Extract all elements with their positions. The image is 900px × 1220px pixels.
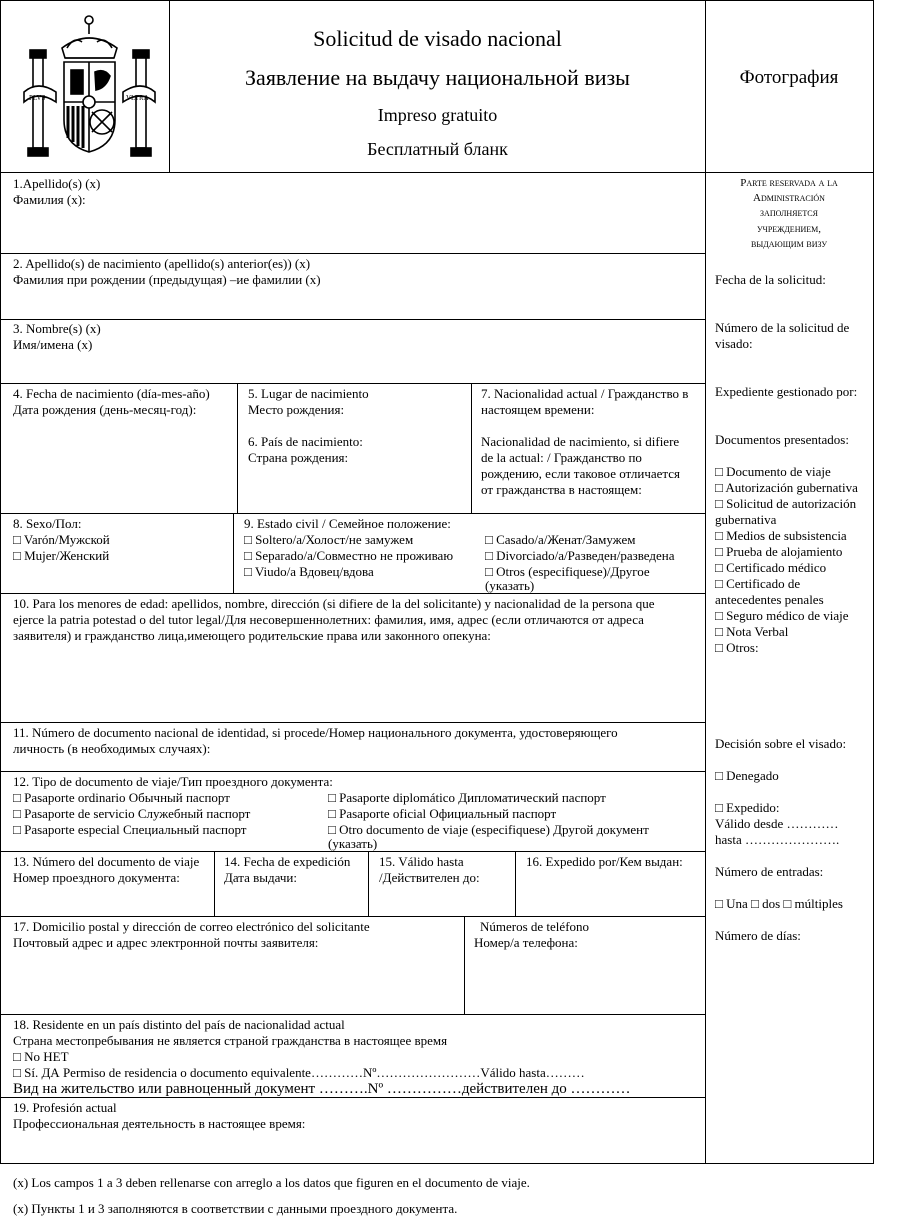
divider [0, 916, 705, 917]
sex-male-checkbox[interactable]: □ Varón/Мужской [13, 532, 110, 547]
field-7-label-ru: настоящем времени: [481, 402, 595, 417]
civil-widowed-checkbox[interactable]: □ Viudo/a Вдовец/вдова [244, 564, 374, 579]
field-13-label-ru: Номер проездного документа: [13, 870, 180, 885]
civil-married-checkbox[interactable]: □ Casado/a/Женат/Замужем [485, 532, 636, 547]
field-7b-line: от гражданства в настоящем: [481, 482, 642, 497]
admin-entries-label: Número de entradas: [715, 864, 824, 879]
field-18-label: 18. Residente en un país distinto del país de nacionalidad actual [13, 1017, 345, 1032]
form-title-ru: Заявление на выдачу национальной визы [245, 65, 630, 90]
field-19-label-ru: Профессиональная деятельность в настоящее время: [13, 1116, 306, 1131]
issued-valid-until: hasta …………………. [715, 832, 840, 847]
divider [0, 319, 705, 320]
decision-denied-checkbox[interactable]: □ Denegado [715, 768, 779, 783]
field-17-label: 17. Domicilio postal y dirección de correo electrónico del solicitante [13, 919, 370, 934]
field-10-line: ejerce la patria potestad o del tutor legal/Для несовершеннолетних: фамилия, имя, адрес (если отличаются от адреса [13, 612, 644, 627]
civil-other-checkbox[interactable]: □ Otros (especifiquese)/Другое [485, 564, 650, 579]
field-5-label-ru: Место рождения: [248, 402, 345, 417]
admin-heading-line: Administración [753, 192, 825, 204]
admin-heading-line: Parte reservada a la [740, 177, 838, 189]
divider [237, 383, 238, 513]
divider [0, 172, 874, 173]
coat-of-arms-emblem [22, 10, 157, 162]
admin-number-label: Número de la solicitud de [715, 320, 850, 335]
form-title: Solicitud de visado nacional [313, 26, 562, 51]
field-11-line: личность (в необходимых случаях): [13, 741, 211, 756]
field-18-label-ru: Страна местопребывания не является страной гражданства в настоящее время [13, 1033, 448, 1048]
divider [0, 1014, 705, 1015]
field-4-label-ru: Дата рождения (день-месяц-год): [13, 402, 197, 417]
civil-single-checkbox[interactable]: □ Soltero/a/Холост/не замужем [244, 532, 414, 547]
field-14-label-ru: Дата выдачи: [224, 870, 298, 885]
doc-travel-checkbox[interactable]: □ Documento de viaje [715, 464, 831, 479]
photo-box-label: Фотография [739, 67, 839, 88]
field-10-line: 10. Para los menores de edad: apellidos, nombre, dirección (si difiere de la del solicitante) y nacionalidad de la persona que [13, 596, 655, 611]
emblem-motto-left: PLVS [29, 94, 46, 102]
doc-gov-request-line2: gubernativa [715, 512, 777, 527]
field-4-label: 4. Fecha de nacimiento (día-mes-año) [13, 386, 210, 401]
field-7b-line: de la actual: / Гражданство по [481, 450, 642, 465]
field-9-label: 9. Estado civil / Семейное положение: [244, 516, 451, 531]
field-13-label: 13. Número del documento de viaje [13, 854, 200, 869]
emblem-motto-right: VLTRA [126, 94, 149, 102]
issued-valid-from: Válido desde ………… [715, 816, 839, 831]
divider [515, 851, 516, 916]
doc-insurance-checkbox[interactable]: □ Seguro médico de viaje [715, 608, 849, 623]
doc-gov-request-checkbox[interactable]: □ Solicitud de autorización [715, 496, 857, 511]
admin-days-label: Número de días: [715, 928, 801, 943]
divider [368, 851, 369, 916]
field-2-label: 2. Apellido(s) de nacimiento (apellido(s) anterior(es)) (x) [13, 256, 311, 271]
field-7b-line: Nacionalidad de nacimiento, si difiere [481, 434, 680, 449]
admin-number-label: visado: [715, 336, 753, 351]
passport-other-checkbox[interactable]: □ Otro documento de viaje (especifiquese) Другой документ [328, 822, 649, 837]
civil-divorced-checkbox[interactable]: □ Divorciado/a/Разведен/разведена [485, 548, 675, 563]
admin-docs-label: Documentos presentados: [715, 432, 849, 447]
passport-ordinary-checkbox[interactable]: □ Pasaporte ordinario Обычный паспорт [13, 790, 230, 805]
field-17-label-ru: Почтовый адрес и адрес электронной почты заявителя: [13, 935, 319, 950]
field-15-label: 15. Válido hasta [379, 854, 464, 869]
field-15-label-ru: /Действителен до: [379, 870, 480, 885]
divider [471, 383, 472, 513]
resident-no-checkbox[interactable]: □ No НЕТ [13, 1049, 69, 1064]
admin-date-label: Fecha de la solicitud: [715, 272, 826, 287]
phone-label: Números de teléfono [480, 919, 590, 934]
field-1-label-ru: Фамилия (x): [13, 192, 86, 207]
field-16-label: 16. Expedido por/Кем выдан: [526, 854, 683, 869]
field-3-label: 3. Nombre(s) (x) [13, 321, 101, 336]
field-5-label: 5. Lugar de nacimiento [248, 386, 369, 401]
sex-female-checkbox[interactable]: □ Mujer/Женский [13, 548, 110, 563]
footnote-es: (x) Los campos 1 a 3 deben rellenarse con arreglo a los datos que figuren en el documento de viaje. [13, 1175, 530, 1190]
divider [0, 593, 705, 594]
doc-criminal-line2: antecedentes penales [715, 592, 824, 607]
doc-means-checkbox[interactable]: □ Medios de subsistencia [715, 528, 847, 543]
admin-heading-line: выдающим визу [750, 238, 828, 250]
doc-other-checkbox[interactable]: □ Otros: [715, 640, 759, 655]
doc-medical-checkbox[interactable]: □ Certificado médico [715, 560, 827, 575]
divider [705, 0, 706, 1164]
resident-yes-checkbox[interactable]: □ Sí. ДА Permiso de residencia o documento equivalente…………Nº……………………Válido hasta……… [13, 1065, 585, 1080]
doc-lodging-checkbox[interactable]: □ Prueba de alojamiento [715, 544, 843, 559]
resident-permit-line-ru: Вид на жительство или равноценный документ ……….Nº ……………действителен до ………… [13, 1081, 631, 1097]
doc-criminal-checkbox[interactable]: □ Certificado de [715, 576, 801, 591]
divider [0, 771, 705, 772]
passport-other-specify: (указать) [328, 836, 378, 851]
divider [464, 916, 465, 1014]
field-7b-line: рождению, если таковое отличается [481, 466, 681, 481]
passport-diplomatic-checkbox[interactable]: □ Pasaporte diplomático Дипломатический паспорт [328, 790, 606, 805]
passport-official-checkbox[interactable]: □ Pasaporte oficial Официальный паспорт [328, 806, 557, 821]
field-11-line: 11. Número de documento nacional de identidad, si procede/Номер национального документа, удостоверяющего [13, 725, 618, 740]
field-7-label: 7. Nacionalidad actual / Гражданство в [481, 386, 689, 401]
field-12-label: 12. Tipo de documento de viaje/Тип проездного документа: [13, 774, 333, 789]
field-6-label-ru: Страна рождения: [248, 450, 349, 465]
field-6-label: 6. País de nacimiento: [248, 434, 363, 449]
divider [0, 513, 705, 514]
doc-gov-auth-checkbox[interactable]: □ Autorización gubernativa [715, 480, 858, 495]
doc-note-checkbox[interactable]: □ Nota Verbal [715, 624, 789, 639]
passport-service-checkbox[interactable]: □ Pasaporte de servicio Служебный паспорт [13, 806, 251, 821]
civil-separated-checkbox[interactable]: □ Separado/a/Совместно не проживаю [244, 548, 454, 563]
field-2-label-ru: Фамилия при рождении (предыдущая) –ие фамилии (x) [13, 272, 321, 287]
admin-decision-label: Decisión sobre el visado: [715, 736, 847, 751]
footnote-ru: (x) Пункты 1 и 3 заполняются в соответствии с данными проездного документа. [13, 1201, 458, 1216]
free-form-note: Impreso gratuito [377, 105, 498, 125]
divider [0, 722, 705, 723]
field-8-label: 8. Sexo/Пол: [13, 516, 82, 531]
civil-other-specify: (указать) [485, 578, 535, 593]
divider [214, 851, 215, 916]
admin-heading-line: учреждением, [756, 223, 821, 235]
phone-label-ru: Номер/а телефона: [474, 935, 578, 950]
field-19-label: 19. Profesión actual [13, 1100, 117, 1115]
field-3-label-ru: Имя/имена (x) [13, 337, 93, 352]
field-14-label: 14. Fecha de expedición [224, 854, 351, 869]
free-form-note-ru: Бесплатный бланк [367, 139, 508, 159]
admin-heading-line: заполняется [760, 207, 818, 219]
field-10-line: заявителя) и гражданство лица,имеющего родительские права или законного опекуна: [13, 628, 491, 643]
passport-special-checkbox[interactable]: □ Pasaporte especial Специальный паспорт [13, 822, 247, 837]
decision-issued-checkbox[interactable]: □ Expedido: [715, 800, 780, 815]
divider [0, 383, 705, 384]
divider [0, 253, 705, 254]
field-1-label: 1.Apellido(s) (x) [13, 176, 101, 191]
admin-managed-label: Expediente gestionado por: [715, 384, 858, 399]
entries-options[interactable]: □ Una □ dos □ múltiples [715, 896, 843, 911]
divider [233, 513, 234, 593]
